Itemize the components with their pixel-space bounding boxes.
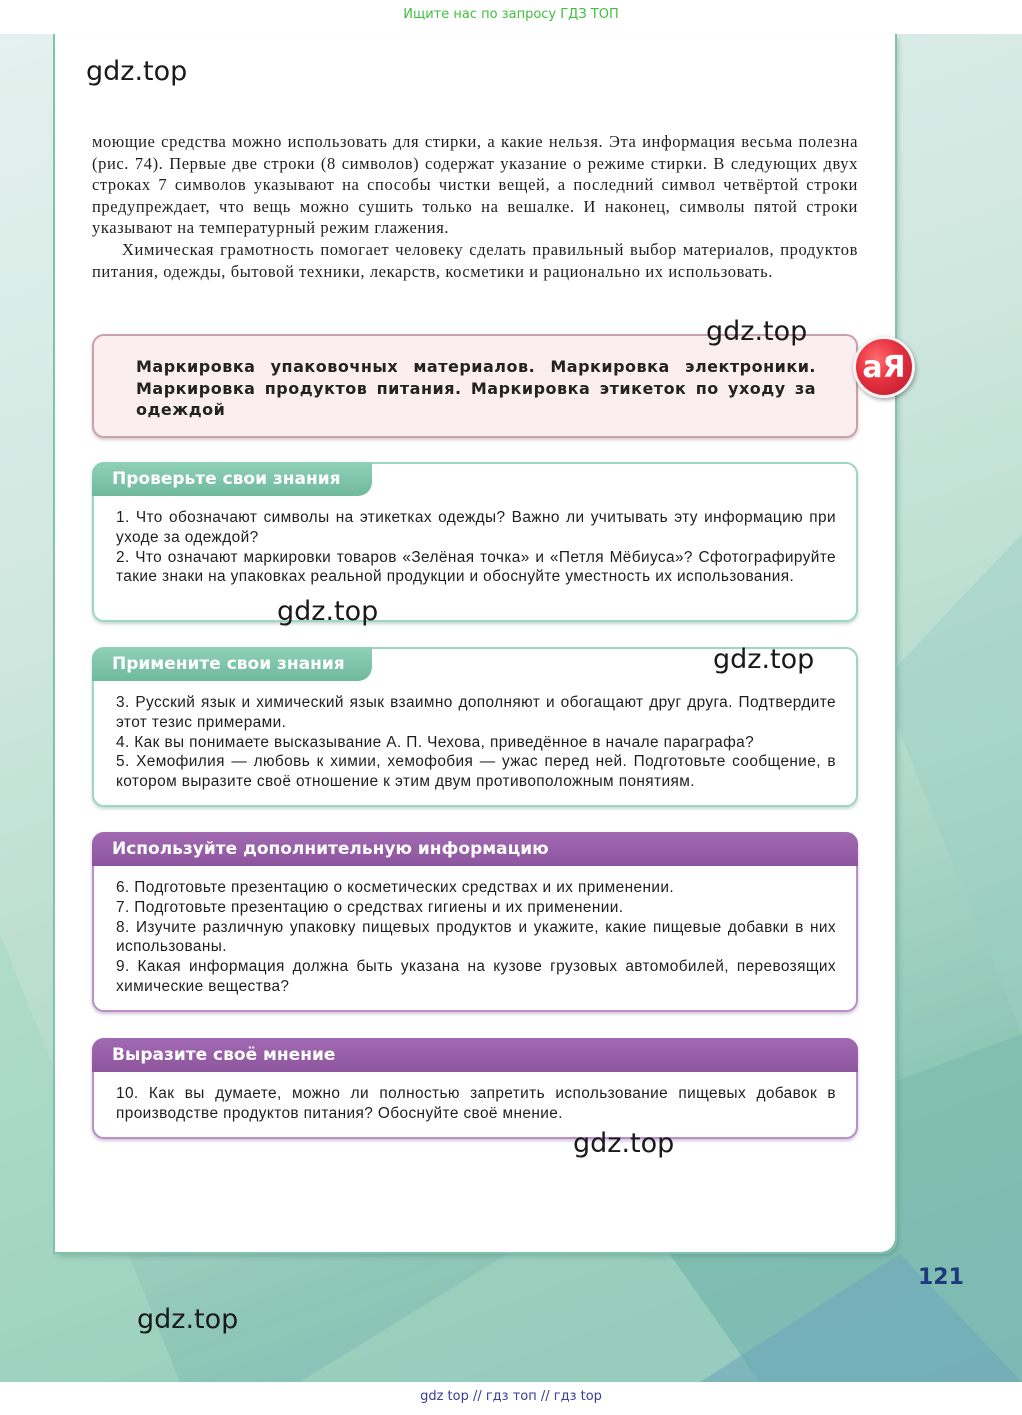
russian-language-icon: аЯ [853, 336, 915, 398]
question-item: 6. Подготовьте презентацию о косметических средствах и их применении. [116, 879, 675, 896]
question-item: 3. Русский язык и химический язык взаимно дополняют и обогащают друг друга. Подтвердите этот тезис примерами. [116, 694, 836, 731]
section-opinion [92, 1038, 858, 1139]
question-item: 4. Как вы понимаете высказывание А. П. Чехова, приведённое в начале параграфа? [116, 733, 755, 751]
watermark: gdz.top [573, 1128, 675, 1159]
section-check-knowledge [92, 462, 858, 622]
section-title: Выразите своё мнение [92, 1038, 858, 1072]
keywords-text: Маркировка упаковочных материалов. Маркировка электроники. Маркировка продуктов питания. Маркировка этикеток по уходу за одеждой [136, 357, 816, 419]
section-title: Используйте дополнительную информацию [92, 832, 858, 866]
question-item: 10. Как вы думаете, можно ли полностью запретить использование пищевых добавок в производстве продуктов питания? Обоснуйте своё мнение. [116, 1085, 836, 1122]
watermark: gdz.top [86, 56, 188, 87]
page-number: 121 [918, 1265, 964, 1290]
top-banner: Ищите нас по запросу ГДЗ ТОП [0, 0, 1022, 34]
watermark: gdz.top [277, 596, 379, 627]
question-item: 2. Что означают маркировки товаров «Зелёная точка» и «Петля Мёбиуса»? Сфотографируйте такие знаки на упаковках реальной продукции и обоснуйте уместность их использования. [116, 548, 836, 586]
question-item: 8. Изучите различную упаковку пищевых продуктов и укажите, какие пищевые добавки в них использованы. [116, 918, 836, 956]
bottom-banner: gdz top // гдз топ // гдз top [0, 1382, 1022, 1415]
keywords-box [92, 334, 858, 438]
body-text [92, 131, 858, 282]
question-item: 1. Что обозначают символы на этикетках одежды? Важно ли учитывать эту информацию при уходе за одеждой? [116, 509, 836, 546]
body-paragraph: Химическая грамотность помогает человеку сделать правильный выбор материалов, продуктов питания, одежды, бытовой техники, лекарств, косметики и рационально их использовать. [92, 239, 858, 281]
question-list [116, 1084, 836, 1124]
question-item: 7. Подготовьте презентацию о средствах гигиены и их применении. [116, 898, 624, 916]
section-title: Проверьте свои знания [92, 462, 372, 496]
body-paragraph: моющие средства можно использовать для стирки, а какие нельзя. Эта информация весьма полезна (рис. 74). Первые две строки (8 символов) содержат указание о режиме стирки. В следующих двух строках 7 символов указывают на способы чистки вещей, а последний символ четвёртой строки предупреждает, что вещь можно сушить только на вешалке. И наконец, символы пятой строки указывают на температурный режим глажения. [92, 132, 858, 238]
watermark: gdz.top [713, 644, 815, 675]
section-title: Примените свои знания [92, 647, 372, 681]
question-list [116, 693, 836, 792]
watermark: gdz.top [706, 316, 808, 347]
question-item: 5. Хемофилия — любовь к химии, хемофобия — ужас перед ней. Подготовьте сообщение, в котором выразите своё отношение к этим двум противоположным понятиям. [116, 753, 836, 791]
question-item: 9. Какая информация должна быть указана на кузове грузовых автомобилей, перевозящих химические вещества? [116, 958, 836, 995]
question-list [116, 508, 836, 587]
question-list [116, 878, 836, 997]
section-extra-info [92, 832, 858, 1012]
watermark: gdz.top [137, 1304, 239, 1335]
